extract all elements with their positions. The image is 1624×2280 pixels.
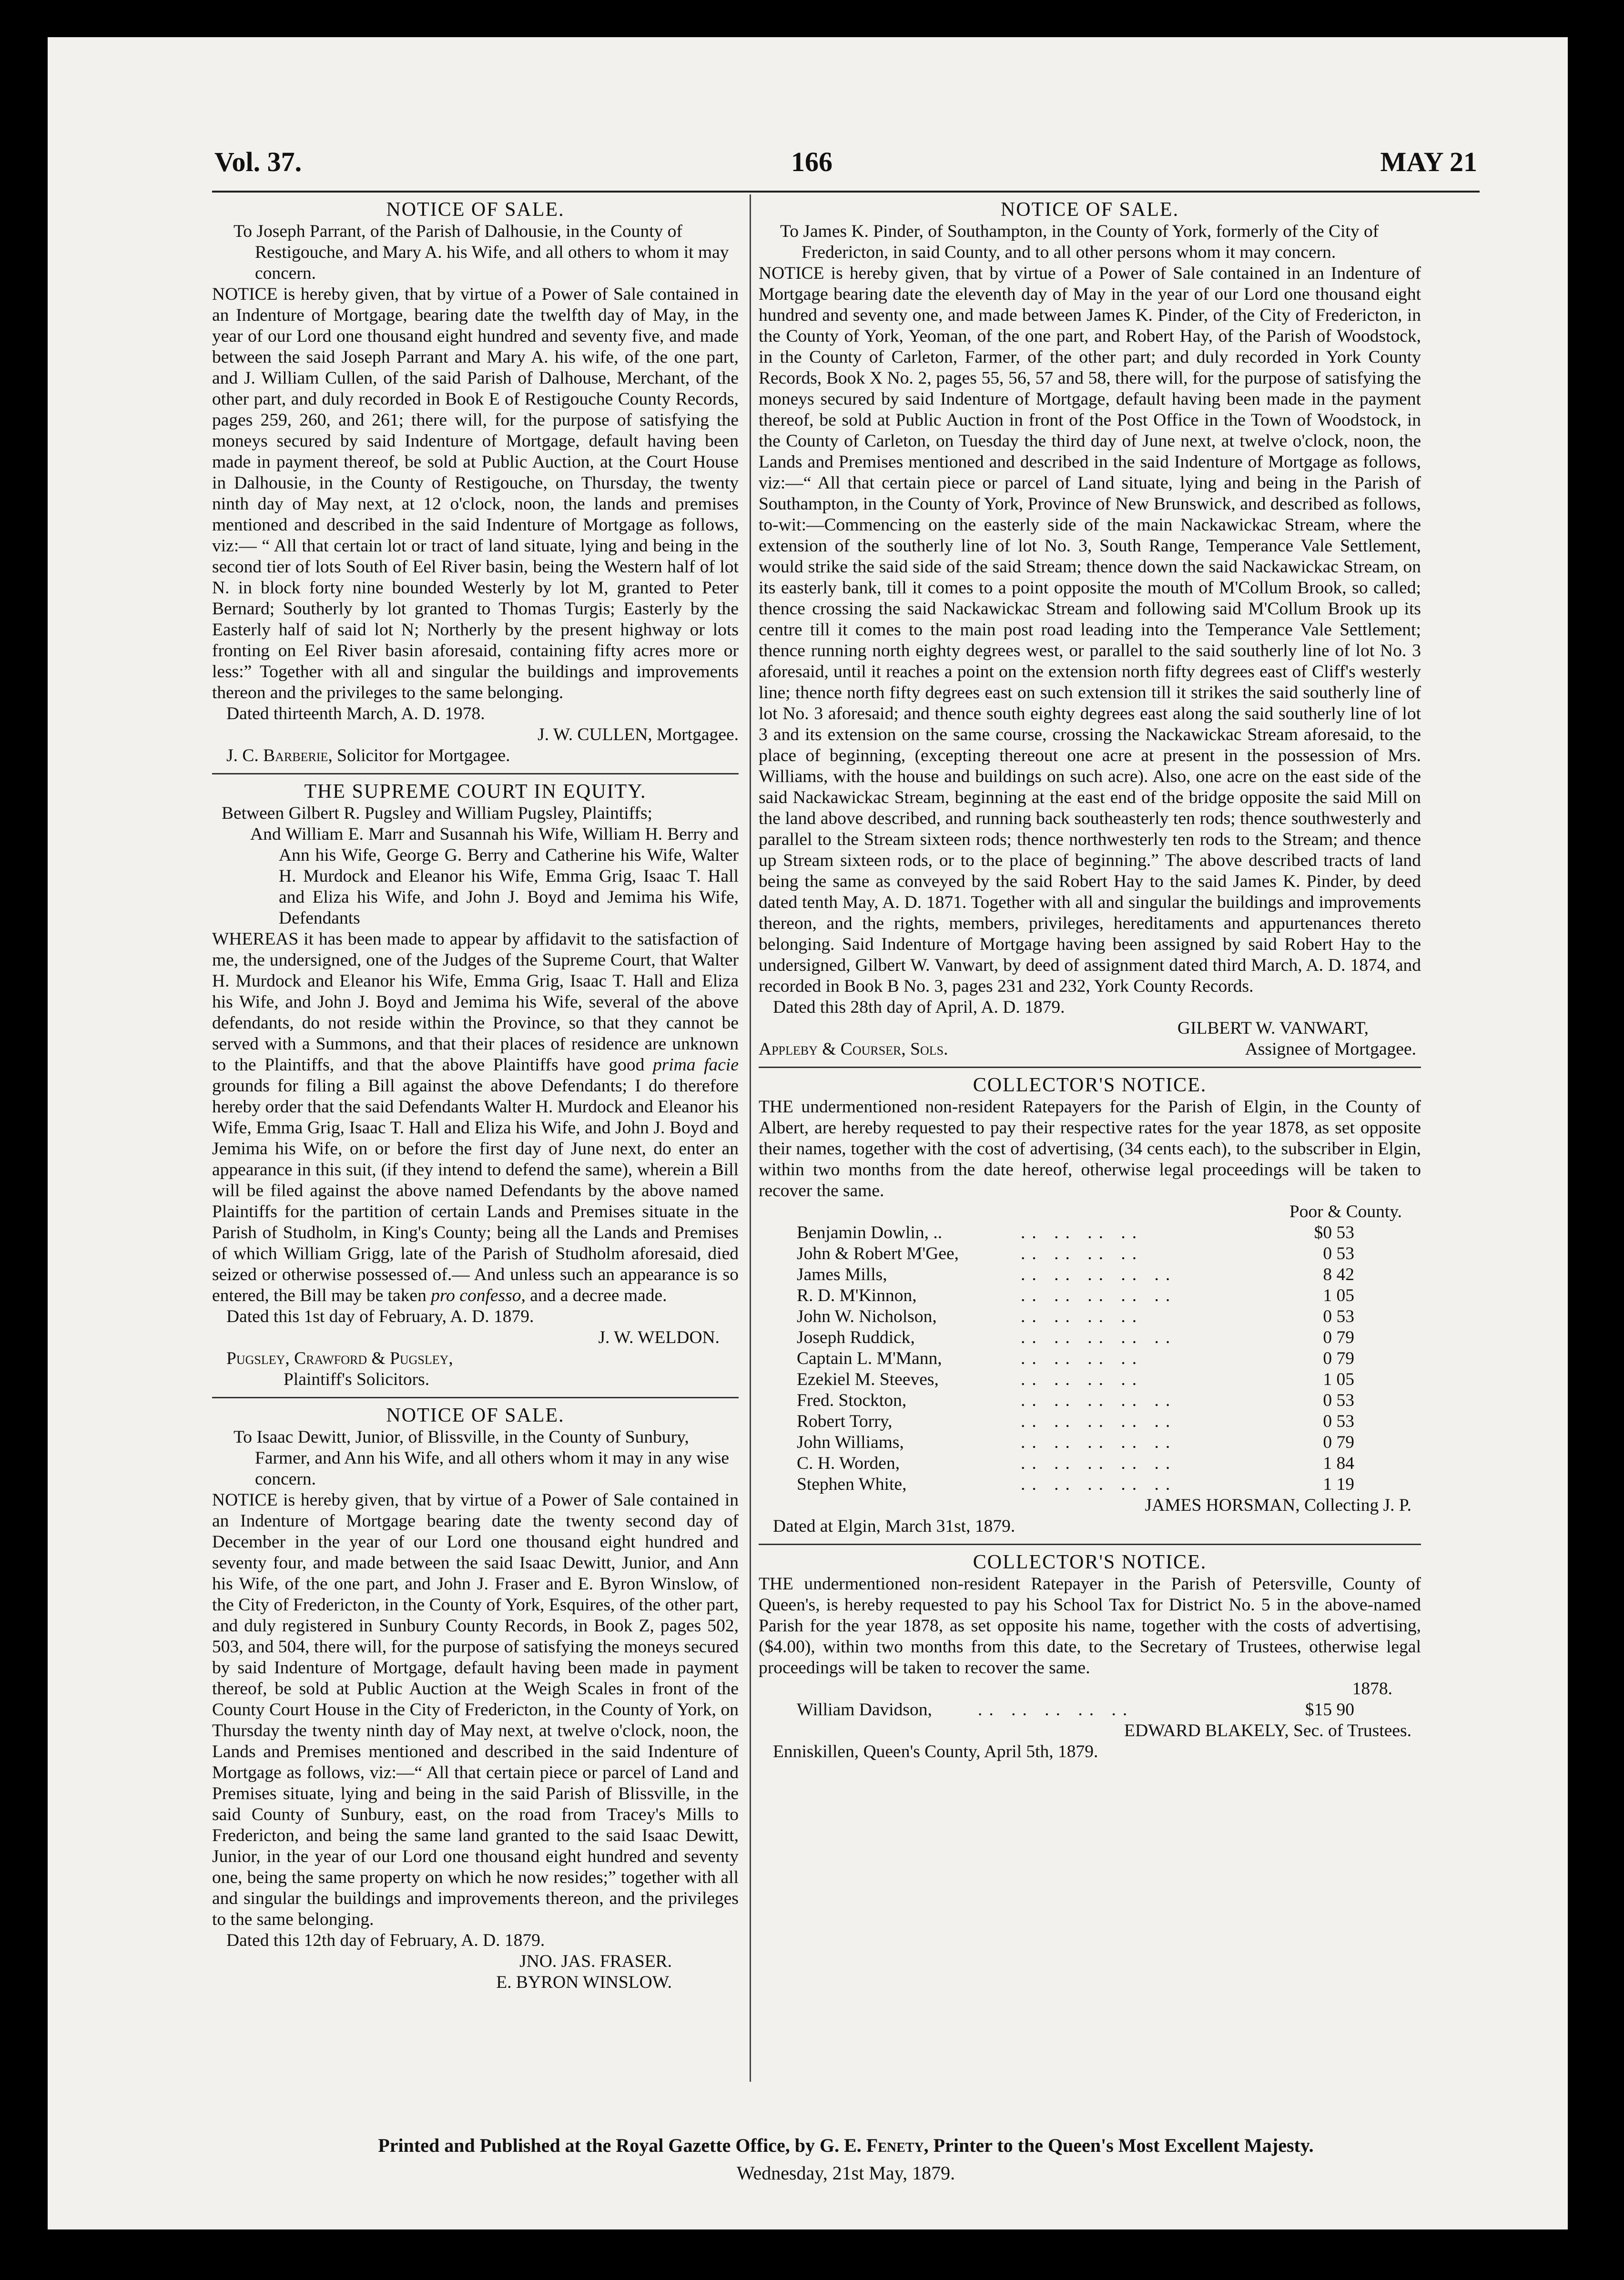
ratepayer-row: Stephen White, .. .. .. .. .. 1 19: [797, 1475, 1354, 1494]
notice-body: WHEREAS it has been made to appear by affidavit to the satisfaction of me, the undersigned, one of the Judges of the Supreme Court, that Walter H. Murdock and Eleanor his Wife, Emma Grig, Isaac T. Hall and Eliza his Wife, and John J. Boyd and Jemima his Wife, several of the above defendants, do not reside within the Province, so that they cannot be served with a Summons, and that their places of residence are unknown to the Plaintiffs, and that the above Plaintiffs have good prima facie grounds for filing a Bill against the above Defendants; I do therefore hereby order that the said Defendants Walter H. Murdock and Eleanor his Wife, Emma Grig, Isaac T. Hall and Eliza his Wife, and John J. Boyd and Jemima his Wife, on or before the first day of June next, do enter an appearance in this suit, (if they intend to defend the same), wherein a Bill will be filed against the above named Defendants by the above named Plaintiffs for the partition of certain Lands and Premises situate in the Parish of Studholm, in King's County; being all the Lands and Premises of which William Grigg, late of the Parish of Studholm aforesaid, died seized or otherwise possessed of.— And unless such an appearance is so entered, the Bill may be taken pro confesso, and a decree made.: [212, 929, 739, 1305]
ratepayer-list: [759, 1222, 1421, 1495]
volume-number: Vol. 37.: [214, 146, 302, 177]
notice-signature: J. W. CULLEN, Mortgagee.: [538, 725, 739, 744]
notice-title: COLLECTOR'S NOTICE.: [973, 1551, 1207, 1573]
notice-separator: [759, 1544, 1421, 1545]
ratepayer-row: John W. Nicholson, .. .. .. .. 0 53: [797, 1307, 1354, 1326]
notice-separator: [212, 773, 739, 774]
ratepayer-row: Ezekiel M. Steeves, .. .. .. .. 1 05: [797, 1370, 1354, 1389]
notice-of-sale-dewitt: [212, 1405, 739, 1993]
left-column: [212, 199, 739, 1993]
notice-solicitors-line: [759, 1039, 1421, 1060]
notice-body: NOTICE is hereby given, that by virtue of a Power of Sale contained in an Indenture of Mortgage bearing date the twenty second day of December in the year of our Lord one thousand eight hundred and seventy four, and made between the said Isaac Dewitt, Junior, and Ann his Wife, of the one part, and John J. Fraser and E. Byron Winslow, of the City of Fredericton, in the County of York, Esquires, of the other part, and duly registered in Sunbury County Records, in Book Z, pages 502, 503, and 504, there will, for the purpose of satisfying the moneys secured by said Indenture of Mortgage, default having been made in payment thereof, be sold at Public Auction at the Weigh Scales in front of the County Court House in the City of Fredericton, in the County of York, on Thursday the twenty ninth day of May next, at twelve o'clock, noon, the Lands and Premises mentioned and described in the said Indenture of Mortgage as follows, viz:—“ All that certain piece or parcel of Land and Premises situate, lying and being in the said Parish of Blissville, in the said County of Sunbury, east, on the road from Tracey's Mills to Fredericton, and being the same land granted to the said Isaac Dewitt, Junior, in the year of our Lord one thousand eight hundred and seventy one, being the same property on which he now resides;” together with all and singular the buildings and improvements thereon, and the privileges to the same belonging.: [212, 1490, 739, 1929]
collectors-notice-petersville: [759, 1552, 1421, 1762]
notice-dated: Dated this 12th day of February, A. D. 1879.: [226, 1931, 545, 1950]
notice-dated: Dated this 28th day of April, A. D. 1879.: [773, 998, 1065, 1017]
tax-year: 1878.: [1352, 1679, 1392, 1699]
column-divider: [750, 194, 751, 2082]
notice-of-sale-parrant: [212, 199, 739, 766]
notice-address: To Joseph Parrant, of the Parish of Dalhousie, in the County of Restigouche, and Mary A. his Wife, and all others to whom it may concern.: [233, 222, 729, 283]
notice-of-sale-pinder: [759, 199, 1421, 1060]
notice-dated: Dated at Elgin, March 31st, 1879.: [773, 1517, 1015, 1536]
notice-signature: JAMES HORSMAN, Collecting J. P.: [1145, 1496, 1411, 1515]
gazette-page: [48, 37, 1568, 2229]
ratepayer-row: James Mills, .. .. .. .. .. 8 42: [797, 1265, 1354, 1284]
publication-date: Wednesday, 21st May, 1879.: [736, 2162, 955, 2184]
notice-dated: Dated this 1st day of February, A. D. 1879.: [226, 1307, 534, 1326]
notice-body: NOTICE is hereby given, that by virtue of a Power of Sale contained in an Indenture of Mortgage bearing date the eleventh day of May in the year of our Lord one thousand eight hundred and seventy one, and made between James K. Pinder, of the City of Fredericton, in the County of York, Yeoman, of the one part, and Robert Hay, of the Parish of Woodstock, in the County of Carleton, Farmer, of the other part; and duly recorded in York County Records, Book X No. 2, pages 55, 56, 57 and 58, there will, for the purpose of satisfying the moneys secured by said Indenture of Mortgage, default having been made in the payment thereof, be sold at Public Auction in front of the Post Office in the Town of Woodstock, in the County of Carleton, on Tuesday the third day of June next, at twelve o'clock, noon, the Lands and Premises mentioned and described in the said Indenture of Mortgage as follows, viz:—“ All that certain piece or parcel of Land situate, lying and being in the Parish of Southampton, in the County of York, Province of New Brunswick, and described as follows, to-wit:—Commencing on the easterly side of the main Nackawickac Stream, where the extension of the southerly line of lot No. 3, South Range, Temperance Vale Settlement, would strike the said side of the said Stream; thence down the said Nackawickac Stream, on its easterly bank, till it comes to a point opposite the mouth of M'Collum Brook, so called; thence crossing the said Nackawickac Stream and following said M'Collum Brook up its centre till it comes to the main post road leading into the Temperance Vale Settlement; thence running north eighty degrees west, or parallel to the said southerly line of lot No. 3 aforesaid, until it reaches a point on the extension north fifty degrees east of Cliff's westerly line; thence north fifty degrees east on such extension till it strikes the said southerly line of lot No. 3 aforesaid; and thence south eighty degrees east along the said southerly line of lot 3 and its extension on the same course, crossing the Nackawickac Stream aforesaid, to the place of beginning, (excepting thereout one acre at present in the possession of Mrs. Williams, with the house and buildings on such acre). Also, one acre on the east side of the said Nackawickac Stream, beginning at the east end of the bridge opposite the said Mill on the land above described, and running back southeasterly ten rods; thence southwesterly and parallel to the Stream sixteen rods; thence northwesterly ten rods to the Stream; and thence up Stream sixteen rods, or to the place of beginning.” The above described tracts of land being the same as conveyed by the said Robert Hay to the said James K. Pinder, by deed dated tenth May, A. D. 1871. Together with all and singular the buildings and improvements thereon, and the rights, members, privileges, hereditaments and appurtenances thereto belonging. Said Indenture of Mortgage having been assigned by said Robert Hay to the undersigned, Gilbert W. Vanwart, by deed of assignment dated third March, A. D. 1874, and recorded in Book B No. 3, pages 231 and 232, York County Records.: [759, 264, 1421, 996]
page-number: 166: [791, 146, 832, 177]
notice-title: NOTICE OF SALE.: [386, 1405, 565, 1426]
notice-body: THE undermentioned non-resident Ratepayer in the Parish of Petersville, County of Queen's, is hereby requested to pay his School Tax for District No. 5 in the above-named Parish for the year 1878, as set opposite his name, together with the costs of advertising, ($4.00), within two months from this date, to the Secretary of Trustees, otherwise legal proceedings will be taken to recover the same.: [759, 1574, 1421, 1678]
ratepayer-row: Captain L. M'Mann, .. .. .. .. 0 79: [797, 1349, 1354, 1368]
notice-signature: JNO. JAS. FRASER.: [519, 1952, 672, 1971]
solicitors-role: Plaintiff's Solicitors.: [284, 1370, 430, 1389]
ratepayer-row: Benjamin Dowlin, .. .. .. .. .. $0 53: [797, 1223, 1354, 1242]
notice-signature-2: E. BYRON WINSLOW.: [496, 1973, 672, 1992]
header-rule: [212, 191, 1480, 193]
ratepayer-row: John Williams, .. .. .. .. .. 0 79: [797, 1433, 1354, 1452]
notice-address: To Isaac Dewitt, Junior, of Blissville, in the County of Sunbury, Farmer, and Ann his Wife, and all others whom it may in any wise concern.: [233, 1427, 730, 1489]
notice-title: COLLECTOR'S NOTICE.: [973, 1074, 1207, 1096]
notice-signature: EDWARD BLAKELY, Sec. of Trustees.: [1124, 1721, 1411, 1741]
printer-imprint: Printed and Published at the Royal Gazette Office, by G. E. Fenety, Printer to the Queen's Most Excellent Majesty.: [378, 2135, 1314, 2156]
supreme-court-equity-notice: [212, 781, 739, 1390]
notice-dated: Dated thirteenth March, A. D. 1978.: [226, 704, 485, 723]
ratepayer-row: Joseph Ruddick, .. .. .. .. .. 0 79: [797, 1328, 1354, 1347]
solicitors-name: Appleby & Courser, Sols.: [759, 1039, 948, 1059]
notice-body: THE undermentioned non-resident Ratepayers for the Parish of Elgin, in the County of Albert, are hereby requested to pay their respective rates for the year 1878, as set opposite their names, together with the cost of advertising, (34 cents each), to the subscriber in Elgin, within two months from the date hereof, otherwise legal proceedings will be taken to recover the same.: [759, 1097, 1421, 1201]
notice-signature: GILBERT W. VANWART,: [1177, 1018, 1369, 1038]
notice-solicitor: J. C. Barberie, Solicitor for Mortgagee.: [226, 746, 510, 765]
defendants-list: And William E. Marr and Susannah his Wife, William H. Berry and Ann his Wife, George G. Berry and Catherine his Wife, Walter H. Murdock and Eleanor his Wife, Emma Grig, Isaac T. Hall and Eliza his Wife, and John J. Boyd and Jemima his Wife, Defendants: [250, 824, 739, 928]
plaintiffs-line: Between Gilbert R. Pugsley and William Pugsley, Plaintiffs;: [222, 804, 652, 823]
ratepayer-row: R. D. M'Kinnon, .. .. .. .. .. 1 05: [797, 1286, 1354, 1305]
notice-address: To James K. Pinder, of Southampton, in the County of York, formerly of the City of Fredericton, in said County, and to all other persons whom it may concern.: [780, 222, 1379, 262]
ratepayer-row: C. H. Worden, .. .. .. .. .. 1 84: [797, 1454, 1354, 1473]
solicitors-name: Pugsley, Crawford & Pugsley,: [226, 1349, 453, 1368]
notice-place-date: Enniskillen, Queen's County, April 5th, 1879.: [773, 1742, 1098, 1761]
collectors-notice-elgin: [759, 1075, 1421, 1537]
ratepayer-row: John & Robert M'Gee, .. .. .. .. 0 53: [797, 1244, 1354, 1263]
notice-signature: J. W. WELDON.: [598, 1328, 720, 1347]
issue-date: MAY 21: [1380, 146, 1477, 177]
notice-separator: [759, 1067, 1421, 1068]
ratepayer-row: William Davidson, .. .. .. .. .. $15 90: [797, 1700, 1354, 1720]
notice-title: NOTICE OF SALE.: [386, 199, 565, 221]
assignee-role: Assignee of Mortgagee.: [1245, 1039, 1416, 1059]
notice-title: NOTICE OF SALE.: [1000, 199, 1179, 221]
rates-column-header: Poor & County.: [1289, 1202, 1402, 1221]
right-column: [759, 199, 1421, 1762]
ratepayer-row: Robert Torry, .. .. .. .. .. 0 53: [797, 1412, 1354, 1431]
notice-body: NOTICE is hereby given, that by virtue of a Power of Sale contained in an Indenture of Mortgage, bearing date the twelfth day of May, in the year of our Lord one thousand eight hundred and seventy five, and made between the said Joseph Parrant and Mary A. his wife, of the one part, and J. William Cullen, of the said Parish of Dalhouse, Merchant, of the other part, and duly recorded in Book E of Restigouche County Records, pages 259, 260, and 261; there will, for the purpose of satisfying the moneys secured by said Indenture of Mortgage, default having been made in payment thereof, be sold at Public Auction, at the Court House in Dalhousie, in the County of Restigouche, on Thursday, the twenty ninth day of May next, at 12 o'clock, noon, the lands and premises mentioned and described in the said Indenture of Mortgage as follows, viz:— “ All that certain lot or tract of land situate, lying and being in the second tier of lots South of Eel River basin, being the Western half of lot N. in block forty nine bounded Westerly by lot M, granted to Peter Bernard; Southerly by lot granted to Thomas Turgis; Easterly by the Easterly half of said lot N; Northerly by the present highway or lots fronting on Eel River basin aforesaid, containing fifty acres more or less:” Together with all and singular the buildings and improvements thereon and the privileges to the same belonging.: [212, 285, 739, 702]
ratepayer-row: Fred. Stockton, .. .. .. .. .. 0 53: [797, 1391, 1354, 1410]
notice-title: THE SUPREME COURT IN EQUITY.: [304, 781, 647, 803]
page-header: [214, 146, 1477, 193]
notice-separator: [212, 1397, 739, 1398]
page-footer: [214, 2132, 1477, 2187]
